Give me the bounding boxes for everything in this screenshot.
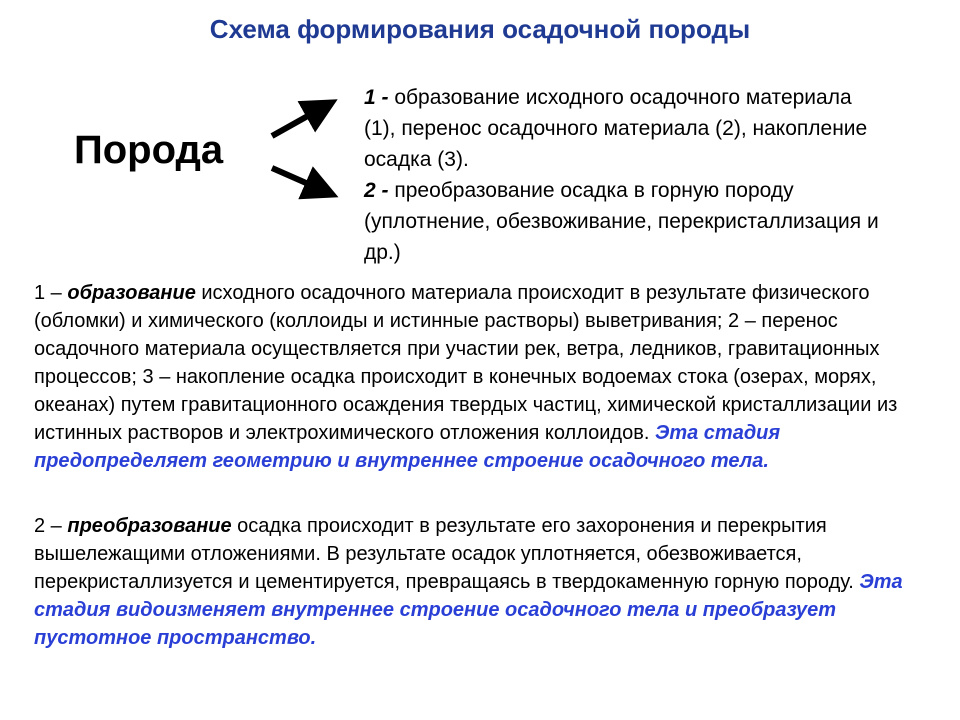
paragraph-highlight: Эта стадия предопределяет геометрию и внутреннее строение осадочного тела. [34,422,781,472]
step-number: 1 - [364,86,389,109]
paragraph-number: 2 – [34,515,68,537]
arrow-up-icon [272,108,322,136]
paragraph-text: исходного осадочного материала происходит в результате физического (обломки) и химического (коллоиды и истинные растворы) выветривания; 2 – перенос осадочного материала осуществляется при участии рек, ветра, ледников, гравитационных процессов; 3 – накопление осадка происходит в конечных водоемах стока (озерах, морях, океанах) путем гравитационного осаждения твердых частиц, химической кристаллизации из истинных растворов и электрохимического отложения коллоидов. [34,282,898,444]
paragraph-highlight: Эта стадия видоизменяет внутреннее строение осадочного тела и преобразует пустотное пространство. [34,571,903,649]
paragraph-text: осадка происходит в результате его захоронения и перекрытия вышележащими отложениями. В результате осадок уплотняется, обезвоживается, перекристаллизуется и цементируется, превращаясь в твердокаменную горную породу. [34,515,860,593]
step-number: 2 - [364,179,389,202]
paragraph-number: 1 – [34,282,68,304]
page-title: Схема формирования осадочной породы [209,14,751,44]
step-item [364,82,884,175]
step-item [364,175,884,268]
paragraph-formation [34,279,934,475]
rock-label: Порода [74,128,224,172]
arrow-down-icon [272,168,322,190]
step-text: преобразование осадка в горную породу (уплотнение, обезвоживание, перекристаллизация и др.) [364,179,879,264]
paragraph-term: образование [67,282,196,304]
step-text: образование исходного осадочного материала (1), перенос осадочного материала (2), накопление осадка (3). [364,86,868,171]
paragraph-term: преобразование [67,515,232,537]
steps-list [364,82,884,268]
branch-arrows [262,96,342,200]
paragraph-transformation [34,512,934,652]
